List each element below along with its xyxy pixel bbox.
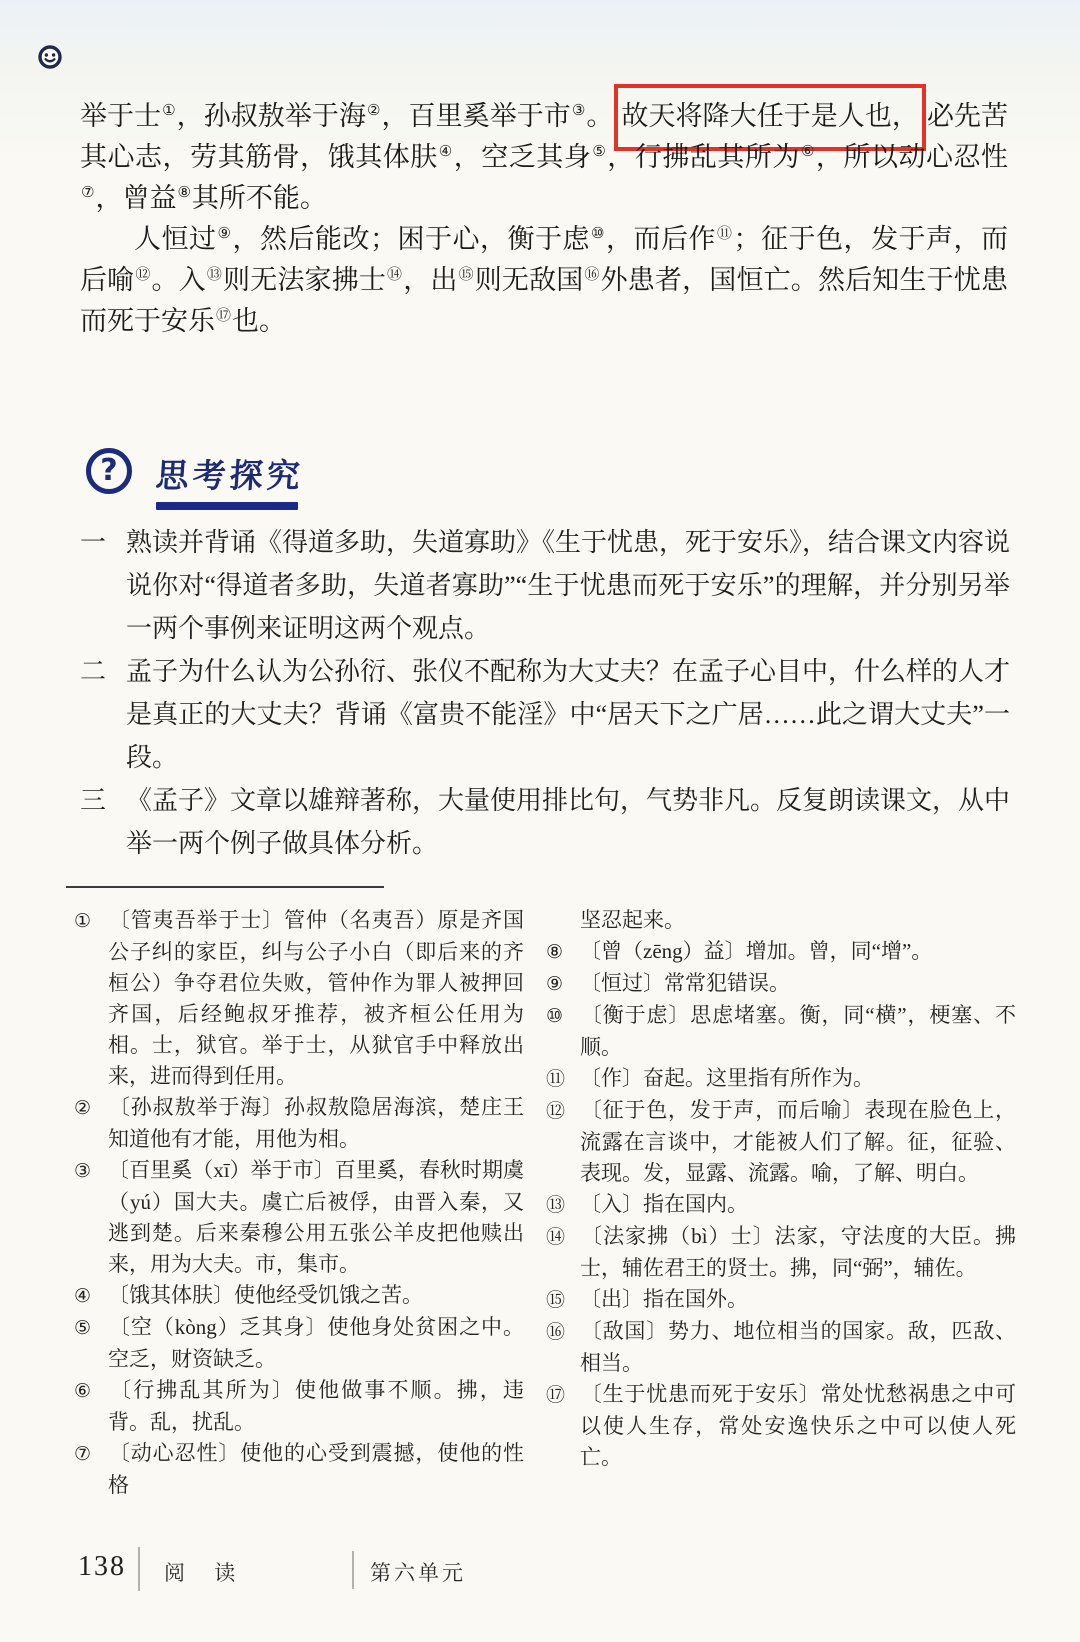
footnote-text: 〔空（kòng）乏其身〕使他身处贫困之中。空乏，财资缺乏。 [108,1315,524,1371]
footnote-item [74,905,524,1092]
footnote-item [546,1000,1016,1063]
footnote-item [74,1438,524,1501]
footnote-marker: ⑩ [546,1005,564,1027]
text-run: ，孙叔敖举于海 [176,101,366,131]
footer-unit-label: 第六单元 [370,1561,466,1585]
footnote-text: 〔作〕奋起。这里指有所作为。 [580,1066,874,1090]
text-run: ，出 [403,265,458,295]
text-run: 则无敌国 [474,265,584,295]
footnote-text: 〔敌国〕势力、地位相当的国家。敌，匹敌、相当。 [580,1319,1016,1375]
footnote-ref: ③ [571,101,586,119]
text-run: ，行拂乱其所为 [607,142,800,172]
text-run: 人恒过 [134,224,217,254]
footnote-ref: ⑯ [584,265,600,283]
footnotes-left-column [74,905,524,1501]
page-footer [78,1545,1002,1595]
footnote-item [74,1312,524,1375]
question-text: 《孟子》文章以雄辩著称，大量使用排比句，气势非凡。反复朗读课文，从中举一两个例子做具体分析。 [126,786,1011,858]
footer-section-label: 阅 读 [164,1561,248,1585]
question-item [80,779,1010,865]
text-run: ；征于色，发于声，而后喻 [80,224,1009,295]
text-run: ，空乏其身 [453,142,592,172]
footnote-marker: ⑭ [546,1226,566,1248]
footnote-text: 〔孙叔敖举于海〕孙叔敖隐居海滨，楚庄王知道他有才能，用他为相。 [108,1095,524,1151]
footnote-ref: ⑰ [216,306,232,324]
footnote-item [546,1221,1016,1284]
footnote-marker: ① [74,910,92,932]
footnote-ref: ⑨ [217,224,232,242]
question-number: 一 [80,528,107,557]
question-mark-glyph: ? [100,453,118,488]
footnote-item [546,1095,1016,1189]
footnote-marker: ⑥ [74,1380,92,1402]
text-run: 其所不能。 [191,183,327,213]
question-item [80,650,1010,779]
text-run: 。入 [151,265,206,295]
footnote-ref: ② [367,101,381,119]
footnote-text: 〔出〕指在国外。 [580,1287,748,1311]
footnote-text: 〔恒过〕常常犯错误。 [580,971,790,995]
footnotes-right-column [546,905,1016,1501]
footnote-ref: ④ [438,142,453,160]
footnote-marker: ⑪ [546,1068,566,1090]
footnote-text: 〔饿其体肤〕使他经受饥饿之苦。 [108,1283,423,1307]
section-title: 思考探究 [154,459,306,495]
footnote-text: 〔法家拂（bì）士〕法家，守法度的大臣。拂士，辅佐君王的贤士。拂，同“弼”，辅佐。 [580,1224,1016,1280]
question-mark-icon [86,448,132,494]
footnote-text: 〔入〕指在国内。 [580,1192,748,1216]
text-run: 外患者，国恒亡。然后知生于忧患而死于安乐 [80,265,1008,336]
footnote-item [546,936,1016,968]
text-run: ，百里奚举于市 [381,101,571,131]
text-paragraph [80,96,1008,219]
footnote-marker: ⑧ [546,941,564,963]
smiley-face-icon [38,45,62,69]
footnote-text: 〔曾（zēng）益〕增加。曾，同“增”。 [580,939,933,963]
text-run: ，而后作 [605,224,716,254]
footnote-ref: ⑫ [135,265,151,283]
footnote-text: 〔衡于虑〕思虑堵塞。衡，同“横”，梗塞、不顺。 [580,1003,1016,1059]
footnote-item [546,1063,1016,1095]
footnote-text: 〔生于忧患而死于安乐〕常处忧愁祸患之中可以使人生存，常处安逸快乐之中可以使人死亡。 [580,1382,1016,1469]
page-number: 138 [78,1551,126,1582]
think-explore-header [86,448,304,510]
footnote-marker: ⑯ [546,1321,566,1343]
question-text: 熟读并背诵《得道多助，失道寡助》《生于忧患，死于安乐》，结合课文内容说说你对“得道者多助，失道者寡助”“生于忧患而死于安乐”的理解，并分别另举一两个事例来证明这两个观点。 [126,528,1011,643]
footnote-marker: ⑰ [546,1384,566,1406]
footnote-marker: ⑨ [546,973,564,995]
footnote-item [546,1284,1016,1316]
footnote-text: 〔动心忍性〕使他的心受到震撼，使他的性格 [108,1441,524,1497]
text-run: 。 [586,101,614,131]
text-run: 则无法家拂士 [223,265,387,295]
footer-unit-divider-bar [352,1551,354,1589]
footnote-ref: ⑪ [716,224,733,242]
footnote-ref: ⑥ [800,142,815,160]
footnote-marker: ⑮ [546,1289,566,1311]
footnote-marker: ⑫ [546,1100,566,1122]
footnote-item [74,1155,524,1280]
footnote-marker: ⑦ [74,1443,92,1465]
footnote-item [74,1092,524,1155]
footnote-text: 〔征于色，发于声，而后喻〕表现在脸色上，流露在言谈中，才能被人们了解。征，征验、表现。发，显露、流露。喻，了解、明白。 [580,1098,1016,1185]
text-run: ，曾益 [95,183,177,213]
footnote-ref: ⑩ [591,224,605,242]
footnote-marker: ⑬ [546,1194,566,1216]
question-item [80,521,1010,650]
text-run: ，然后能改；困于心，衡于虑 [232,224,590,254]
footnote-ref: ⑬ [206,265,223,283]
question-text: 孟子为什么认为公孙衍、张仪不配称为大丈夫？在孟子心目中，什么样的人才是真正的大丈夫？背诵《富贵不能淫》中“居天下之广居……此之谓大丈夫”一段。 [126,657,1011,772]
footnote-ref: ⑧ [177,183,191,201]
footnote-item [74,1280,524,1312]
footnote-item [546,1316,1016,1379]
footnote-item [546,1189,1016,1221]
text-paragraph [80,219,1008,342]
footnote-ref: ⑤ [592,142,607,160]
text-run: 必先苦其心志，劳其筋骨，饿其体肤 [80,101,1009,172]
text-run: ，所以动心忍性 [815,142,1009,172]
section-title-wrap [156,448,304,510]
footnote-text: 〔百里奚（xī）举于市〕百里奚，春秋时期虞（yú）国大夫。虞亡后被俘，由晋入秦，又逃到楚。后来秦穆公用五张公羊皮把他赎出来，用为大夫。市，集市。 [108,1158,524,1276]
footnote-divider [66,886,384,888]
footnote-item [74,1375,524,1438]
footnote-marker: ② [74,1097,92,1119]
questions-list [80,521,1010,865]
footnote-item [546,905,1016,936]
highlighted-phrase-red-box: 故天将降大任于是人也， [614,84,926,151]
footnotes [74,905,1016,1501]
footnote-marker: ⑤ [74,1317,92,1339]
footnote-ref: ① [162,101,176,119]
footnote-ref: ⑦ [81,183,95,201]
footnote-marker: ④ [74,1285,92,1307]
lesson-text [80,96,1008,342]
footnote-ref: ⑮ [458,265,474,283]
footnote-item [546,968,1016,1000]
question-number: 二 [80,657,107,686]
footnote-item [546,1379,1016,1473]
section-title-underline [156,502,298,510]
question-number: 三 [80,786,107,815]
text-run: 举于士 [80,101,162,131]
footnote-text: 坚忍起来。 [580,908,685,932]
footnote-text: 〔管夷吾举于士〕管仲（名夷吾）原是齐国公子纠的家臣，纠与公子小白（即后来的齐桓公）争夺君位失败，管仲作为罪人被押回齐国，后经鲍叔牙推荐，被齐桓公任用为相。士，狱官。举于士，从狱官手中释放出来，进而得到任用。 [108,908,524,1088]
footnote-text: 〔行拂乱其所为〕使他做事不顺。拂，违背。乱，扰乱。 [108,1378,524,1434]
footnote-ref: ⑭ [387,265,403,283]
footer-divider-bar [138,1547,140,1591]
footnote-marker: ③ [74,1160,92,1182]
text-run: 也。 [232,306,287,336]
